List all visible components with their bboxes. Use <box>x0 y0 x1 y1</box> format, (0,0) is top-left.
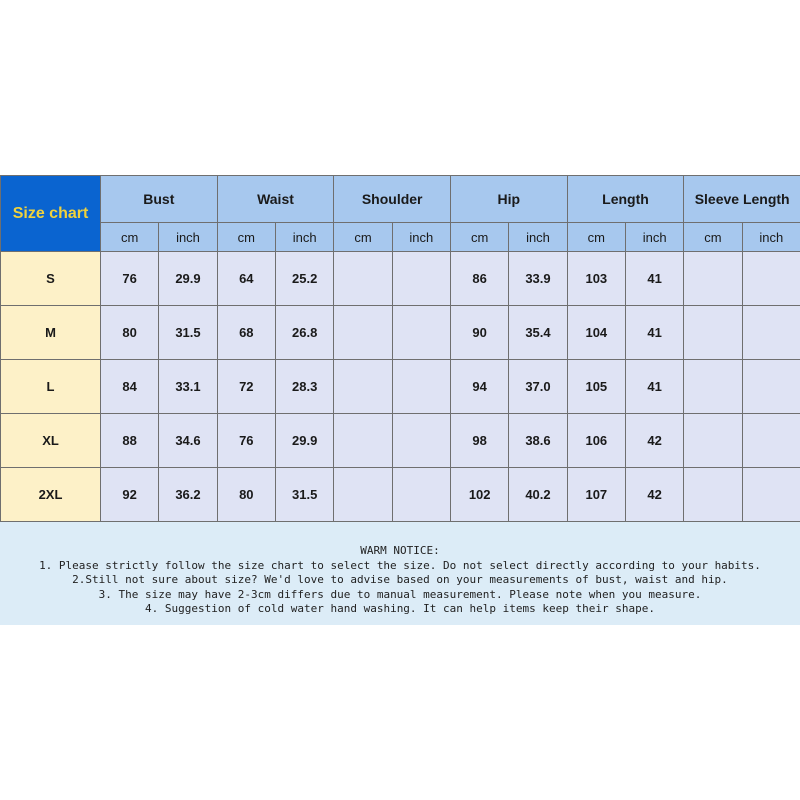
measurement-cell: 76 <box>101 252 159 306</box>
header-hip: Hip <box>451 176 568 223</box>
measurement-cell: 80 <box>101 306 159 360</box>
unit-header-row <box>1 223 800 252</box>
measurement-cell: 41 <box>625 306 683 360</box>
header-length: Length <box>567 176 684 223</box>
header-sleeve-length: Sleeve Length <box>684 176 800 223</box>
size-rows <box>1 252 800 522</box>
measurement-cell: 31.5 <box>275 468 333 522</box>
measurement-cell <box>334 468 392 522</box>
measurement-cell: 26.8 <box>275 306 333 360</box>
size-label: S <box>1 252 101 306</box>
unit-inch: inch <box>742 223 800 252</box>
size-label: L <box>1 360 101 414</box>
measurement-cell: 29.9 <box>275 414 333 468</box>
measurement-cell <box>392 306 450 360</box>
measurement-cell: 40.2 <box>509 468 567 522</box>
measurement-cell: 86 <box>451 252 509 306</box>
table-row <box>1 306 800 360</box>
measurement-cell: 41 <box>625 252 683 306</box>
measurement-cell <box>742 414 800 468</box>
measurement-cell <box>684 468 742 522</box>
measurement-cell: 42 <box>625 468 683 522</box>
measurement-cell: 64 <box>217 252 275 306</box>
unit-cm: cm <box>451 223 509 252</box>
measurement-cell <box>334 360 392 414</box>
notice-line: 2.Still not sure about size? We'd love to advise based on your measurements of bust, waist and hip. <box>72 573 728 586</box>
measurement-cell: 41 <box>625 360 683 414</box>
measurement-cell <box>742 360 800 414</box>
unit-cm: cm <box>334 223 392 252</box>
measurement-cell: 80 <box>217 468 275 522</box>
table-row <box>1 468 800 522</box>
table-row <box>1 414 800 468</box>
measurement-cell <box>392 252 450 306</box>
table-row <box>1 360 800 414</box>
unit-inch: inch <box>392 223 450 252</box>
notice-line: 1. Please strictly follow the size chart to select the size. Do not select directly according to your habits. <box>39 558 761 572</box>
measurement-cell: 68 <box>217 306 275 360</box>
measurement-cell: 36.2 <box>159 468 217 522</box>
notice-line: 3. The size may have 2-3cm differs due to manual measurement. Please note when you measure. <box>98 587 702 601</box>
measurement-cell: 90 <box>451 306 509 360</box>
measurement-cell: 84 <box>101 360 159 414</box>
size-label: M <box>1 306 101 360</box>
header-bust: Bust <box>101 176 218 223</box>
measurement-cell: 88 <box>101 414 159 468</box>
measurement-cell: 106 <box>567 414 625 468</box>
measurement-cell: 31.5 <box>159 306 217 360</box>
measurement-cell: 38.6 <box>509 414 567 468</box>
measurement-cell <box>392 360 450 414</box>
measurement-cell <box>742 468 800 522</box>
notice-title: WARM NOTICE: <box>360 544 440 557</box>
measurement-cell: 33.1 <box>159 360 217 414</box>
measurement-cell: 105 <box>567 360 625 414</box>
measurement-cell <box>392 414 450 468</box>
measure-header-row <box>1 176 800 223</box>
measurement-cell: 107 <box>567 468 625 522</box>
size-label: XL <box>1 414 101 468</box>
measurement-cell: 98 <box>451 414 509 468</box>
unit-inch: inch <box>275 223 333 252</box>
notice-line: 4. Suggestion of cold water hand washing. It can help items keep their shape. <box>145 602 655 615</box>
measurement-cell: 76 <box>217 414 275 468</box>
unit-cm: cm <box>101 223 159 252</box>
measurement-cell: 92 <box>101 468 159 522</box>
measurement-cell: 72 <box>217 360 275 414</box>
measurement-cell: 28.3 <box>275 360 333 414</box>
measurement-cell <box>742 306 800 360</box>
measurement-cell: 94 <box>451 360 509 414</box>
measurement-cell <box>334 306 392 360</box>
unit-cm: cm <box>684 223 742 252</box>
measurement-cell: 33.9 <box>509 252 567 306</box>
measurement-cell: 34.6 <box>159 414 217 468</box>
measurement-cell <box>742 252 800 306</box>
size-label: 2XL <box>1 468 101 522</box>
measurement-cell <box>392 468 450 522</box>
measurement-cell <box>684 252 742 306</box>
measurement-cell: 35.4 <box>509 306 567 360</box>
measurement-cell <box>334 414 392 468</box>
measurement-cell: 25.2 <box>275 252 333 306</box>
measurement-cell <box>684 360 742 414</box>
measurement-cell: 29.9 <box>159 252 217 306</box>
header-waist: Waist <box>217 176 334 223</box>
measurement-cell: 104 <box>567 306 625 360</box>
measurement-cell: 37.0 <box>509 360 567 414</box>
measurement-cell: 42 <box>625 414 683 468</box>
measurement-cell: 102 <box>451 468 509 522</box>
size-chart-table <box>0 175 800 522</box>
unit-inch: inch <box>625 223 683 252</box>
measurement-cell <box>684 414 742 468</box>
header-shoulder: Shoulder <box>334 176 451 223</box>
measurement-cell: 103 <box>567 252 625 306</box>
unit-inch: inch <box>509 223 567 252</box>
size-chart-title: Size chart <box>1 176 101 252</box>
unit-inch: inch <box>159 223 217 252</box>
measurement-cell <box>334 252 392 306</box>
measurement-cell <box>684 306 742 360</box>
unit-cm: cm <box>567 223 625 252</box>
unit-cm: cm <box>217 223 275 252</box>
table-row <box>1 252 800 306</box>
warm-notice <box>0 522 800 625</box>
